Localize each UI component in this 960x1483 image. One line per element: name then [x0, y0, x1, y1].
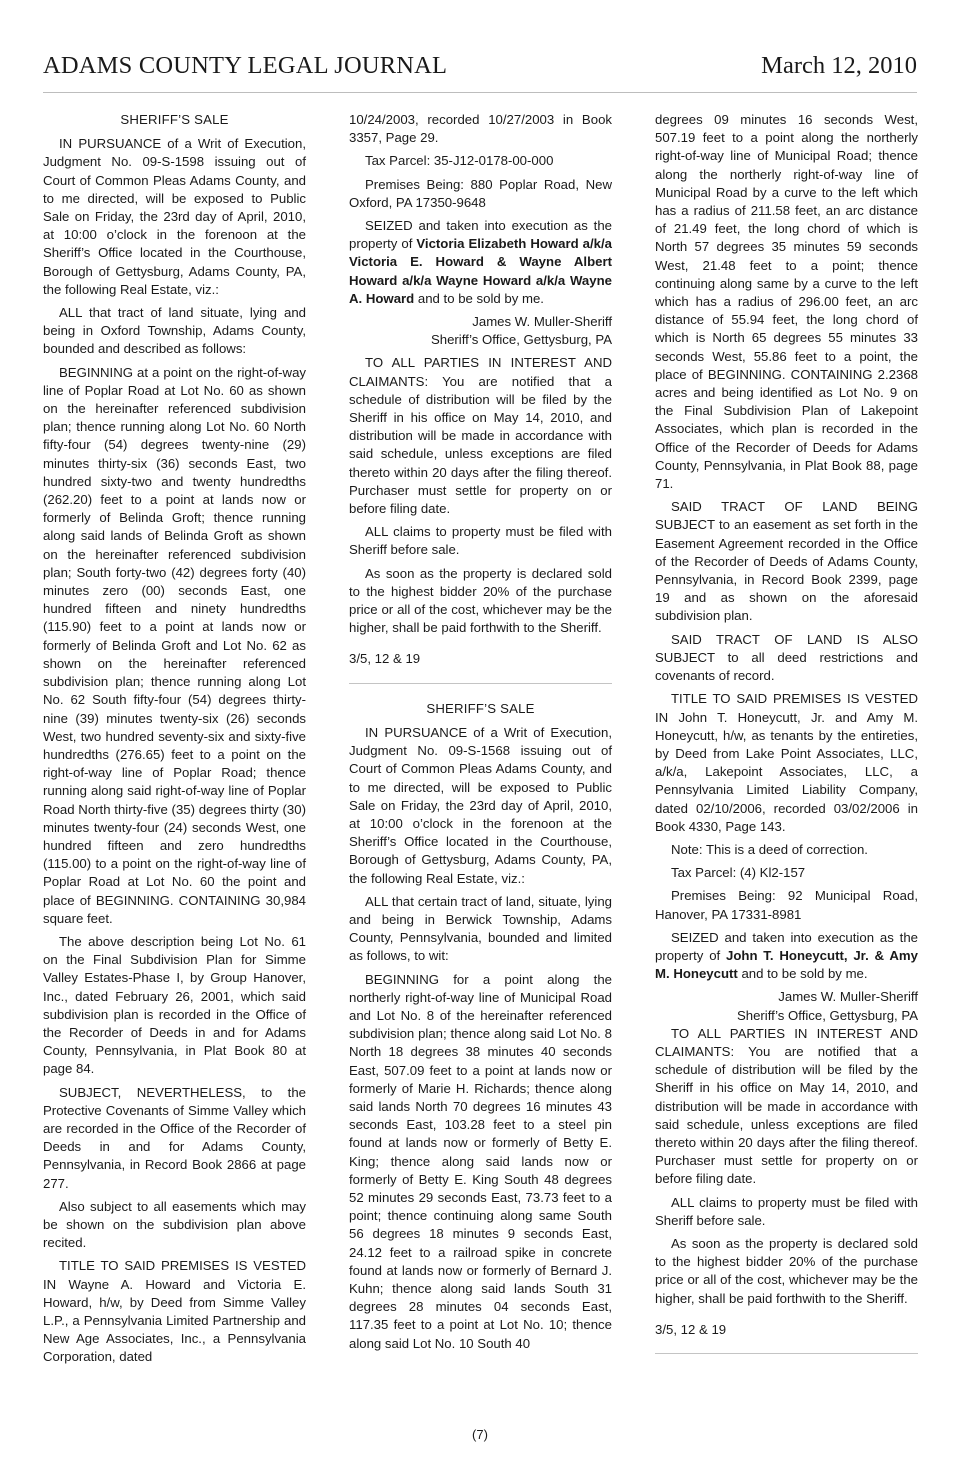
sale1-tract: ALL that tract of land situate, lying and being in Oxford Township, Adams County, bounded and described as follows: [43, 305, 306, 357]
issue-date: March 12, 2010 [761, 52, 917, 79]
column-2 [349, 111, 612, 1358]
journal-title: ADAMS COUNTY LEGAL JOURNAL [43, 52, 448, 79]
sale1-lot-description: The above description being Lot No. 61 on the Final Subdivision Plan for Simme Valley Estates-Phase I, by Group Hanover, Inc., dated February 26, 2001, which said subdivision plan is recorded in the Office of the Recorder of Deeds in and for Adams County, Pennsylvania, in Plat Book 80 at page 84. [43, 933, 306, 1077]
sale2-publication-dates: 3/5, 12 & 19 [655, 1321, 727, 1337]
sale2-beginning: BEGINNING for a point along the northerly right-of-way line of Municipal Road and Lot No. 8 of the hereinafter referenced subdivision plan; thence along said Lot No. 8 North 18 degrees 38 minutes 40 seconds East, 507.09 feet to a point at lands now or formerly of Marie H. Richards; thence along said lands North 70 degrees 16 minutes 43 seconds East, 103.28 feet to a steel pin found at lands now or formerly of Betty E. King; thence along said lands now or formerly of Betty E. King South 48 degrees 52 minutes 29 seconds East, 73.73 feet to a point; thence continuing along same South 56 degrees 18 minutes 9 seconds East, 24.12 feet to a railroad spike in concrete found at lands now or formerly of Bernard J. Kuhn; thence along said lands South 31 degrees 28 minutes 04 seconds East, 117.35 feet to a point at Lot No. 10; thence along said Lot No. 10 South 40 [349, 971, 612, 1351]
sale2-declared: As soon as the property is declared sold to the highest bidder 20% of the purchase price or all of the cost, whichever may be the higher, shall be paid forthwith to the Sheriff. [655, 1235, 918, 1306]
sale2-notice: TO ALL PARTIES IN INTEREST AND CLAIMANTS: You are notified that a schedule of distribution will be filed by the Sheriff in his office on May 14, 2010, and distribution will be made in accordance with said schedule, unless exceptions are filed thereto within 20 days after the filing thereof. Purchaser must settle for property on or before filing date. [655, 1025, 918, 1187]
sale2-title-vested: TITLE TO SAID PREMISES IS VESTED IN John T. Honeycutt, Jr. and Amy M. Honeycutt, h/w, as tenants by the entireties, by Deed from Lake Point Associates, LLC, a/k/a, Lakepoint Associates, LLC, a Pennsylvania Limited Liability Company, dated 02/10/2006, recorded 03/02/2006 in Book 4330, Page 143. [655, 691, 918, 834]
sale1-claims: ALL claims to property must be filed with Sheriff before sale. [349, 524, 612, 558]
page-number: (7) [472, 1427, 488, 1442]
column-1 [43, 111, 306, 1372]
sale1-pursuance: IN PURSUANCE of a Writ of Execution, Judgment No. 09-S-1598 issuing out of Court of Common Pleas Adams County, and to me directed, will be exposed to Public Sale on Friday, the 23rd day of April, 2010, at 10:00 o’clock in the forenoon at the Sheriff’s Office located in the Courthouse, Borough of Gettysburg, Adams County, PA, the following Real Estate, viz.: [43, 136, 306, 297]
section-divider [655, 1353, 918, 1354]
sale2-easement: SAID TRACT OF LAND BEING SUBJECT to an easement as set forth in the Easement Agreement recorded in the Office of the Recorder of Deeds of Adams County, Pennsylvania, in Record Book 2399, page 19 and as shown on the aforesaid subdivision plan. [655, 499, 918, 624]
sale2-note: Note: This is a deed of correction. [671, 841, 868, 857]
sale1-easements: Also subject to all easements which may be shown on the subdivision plan above recited. [43, 1198, 306, 1251]
column-3 [655, 111, 918, 1370]
sale2-seized-post: and to be sold by me. [737, 966, 868, 982]
sale2-seized-pre: SEIZED and taken into execution as the property of [655, 929, 918, 963]
sale2-seized [655, 929, 918, 984]
sale1-notice: TO ALL PARTIES IN INTEREST AND CLAIMANTS: You are notified that a schedule of distribution will be filed by the Sheriff in his office on May 14, 2010, and distribution will be made in accordance with said schedule, unless exceptions are filed thereto within 20 days after the filing thereof. Purchaser must settle for property on or before filing date. [349, 355, 612, 517]
sale1-sheriff-name: James W. Muller-Sheriff [472, 314, 612, 330]
sale1-declared: As soon as the property is declared sold to the highest bidder 20% of the purchase price or all of the cost, whichever may be the higher, shall be paid forthwith to the Sheriff. [349, 565, 612, 636]
sale1-seized-post: and to be sold by me. [414, 290, 544, 306]
sale1-title-vested-cont: 10/24/2003, recorded 10/27/2003 in Book 3357, Page 29. [349, 112, 612, 146]
sale1-seized-pre: SEIZED and taken into execution as the property of [349, 218, 612, 252]
sale2-tract: ALL that certain tract of land, situate, lying and being in Berwick Township, Adams County, Pennsylvania, bounded and limited as follows, to wit: [349, 893, 612, 964]
section-divider [349, 683, 612, 684]
sale2-beginning-cont: degrees 09 minutes 16 seconds West, 507.19 feet to a point along the northerly right-of-way line of Municipal Road; thence along the northerly right-of-way line of Municipal Road by a curve to the left which has a radius of 211.58 feet, an arc distance of 21.49 feet, the long chord of which is North 57 degrees 35 minutes 59 seconds West, 21.48 feet to a point; thence continuing along same by a curve to the left which has a radius of 296.00 feet, an arc distance of 55.94 feet, the long chord of which is North 65 degrees 55 minutes 33 seconds West, 55.86 feet to a point, the place of BEGINNING. CONTAINING 2.2368 acres and being identified as Lot No. 9 on the Final Subdivision Plan of Lakepoint Associates, which plan is recorded in the Office of the Recorder of Deeds for Adams County, Pennsylvania, in Plat Book 88, page 71. [655, 112, 918, 492]
sale1-seized [349, 217, 612, 308]
sale1-owner-names: Victoria Elizabeth Howard a/k/a Victoria E. Howard & Wayne Albert Howard a/k/a Wayne Howard a/k/a Wayne A. Howard [349, 236, 612, 306]
sale2-restrictions: SAID TRACT OF LAND IS ALSO SUBJECT to all deed restrictions and covenants of record. [655, 631, 918, 684]
sale1-premises: Premises Being: 880 Poplar Road, New Oxford, PA 17350-9648 [349, 176, 612, 210]
sale2-claims: ALL claims to property must be filed with Sheriff before sale. [655, 1194, 918, 1228]
sale2-tax-parcel: Tax Parcel: (4) Kl2-157 [671, 865, 806, 881]
sale2-sheriff-name: James W. Muller-Sheriff [778, 989, 918, 1005]
page-header [43, 52, 917, 93]
sale1-sheriff-office: Sheriff’s Office, Gettysburg, PA [430, 332, 612, 348]
sale2-sheriff-office: Sheriff’s Office, Gettysburg, PA [736, 1007, 918, 1023]
sale1-subject: SUBJECT, NEVERTHELESS, to the Protective Covenants of Simme Valley which are recorded in the Office of the Recorder of Deeds in and for Adams County, Pennsylvania, in Record Book 2866 at page 277. [43, 1084, 306, 1191]
sale2-title: SHERIFF’S SALE [426, 700, 535, 716]
sale2-premises: Premises Being: 92 Municipal Road, Hanover, PA 17331-8981 [655, 888, 918, 922]
sale1-publication-dates: 3/5, 12 & 19 [349, 651, 421, 667]
sale1-beginning: BEGINNING at a point on the right-of-way line of Poplar Road at Lot No. 60 as shown on the hereinafter referenced subdivision plan; thence running along Lot No. 60 North fifty-four (54) degrees twenty-nine (29) minutes thirty-six (36) seconds East, two hundred sixty-two and twenty hundredths (262.20) feet to a point at lands now or formerly of Belinda Groft; thence running along said lands of Belinda Groft as shown on the hereinafter referenced subdivision plan; South forty-two (42) degrees forty (40) minutes zero (00) seconds East, one hundred fifteen and ninety hundredths (115.90) feet to a point at lands now or formerly of Belinda Groft and Lot No. 62 as shown on the hereinafter referenced subdivision plan; thence running along Lot No. 62 South fifty-four (54) degrees thirty-nine (39) minutes twenty-six (26) seconds West, two hundred seventy-six and sixty-five hundredths (276.65) feet to a point on the right-of-way line of Poplar Road; thence running along said right-of-way line of Poplar Road North thirty-five (35) degrees thirty (30) minutes twenty-four (24) seconds West, one hundred fifteen and zero hundredths (115.00) to a point on the right-of-way line of Poplar Road at Lot No. 60 the point and place of BEGINNING. CONTAINING 30,984 square feet. [43, 364, 306, 926]
sale1-title-vested: TITLE TO SAID PREMISES IS VESTED IN Wayne A. Howard and Victoria E. Howard, h/w, by Deed from Simme Valley L.P., a Pennsylvania Limited Partnership and New Age Associates, Inc., a Pennsylvania Corporation, dated [43, 1258, 306, 1365]
sale1-title: SHERIFF’S SALE [120, 112, 229, 127]
sale1-tax-parcel: Tax Parcel: 35-J12-0178-00-000 [365, 153, 554, 169]
sale2-owner-names: John T. Honeycutt, Jr. & Amy M. Honeycutt [655, 947, 918, 982]
sale2-pursuance: IN PURSUANCE of a Writ of Execution, Judgment No. 09-S-1568 issuing out of Court of Common Pleas Adams County, and to me directed, will be exposed to Public Sale on Friday, the 23rd day of April, 2010, at 10:00 o’clock in the forenoon at the Sheriff’s Office located in the Courthouse, Borough of Gettysburg, Adams County, PA, the following Real Estate, viz.: [349, 724, 612, 886]
